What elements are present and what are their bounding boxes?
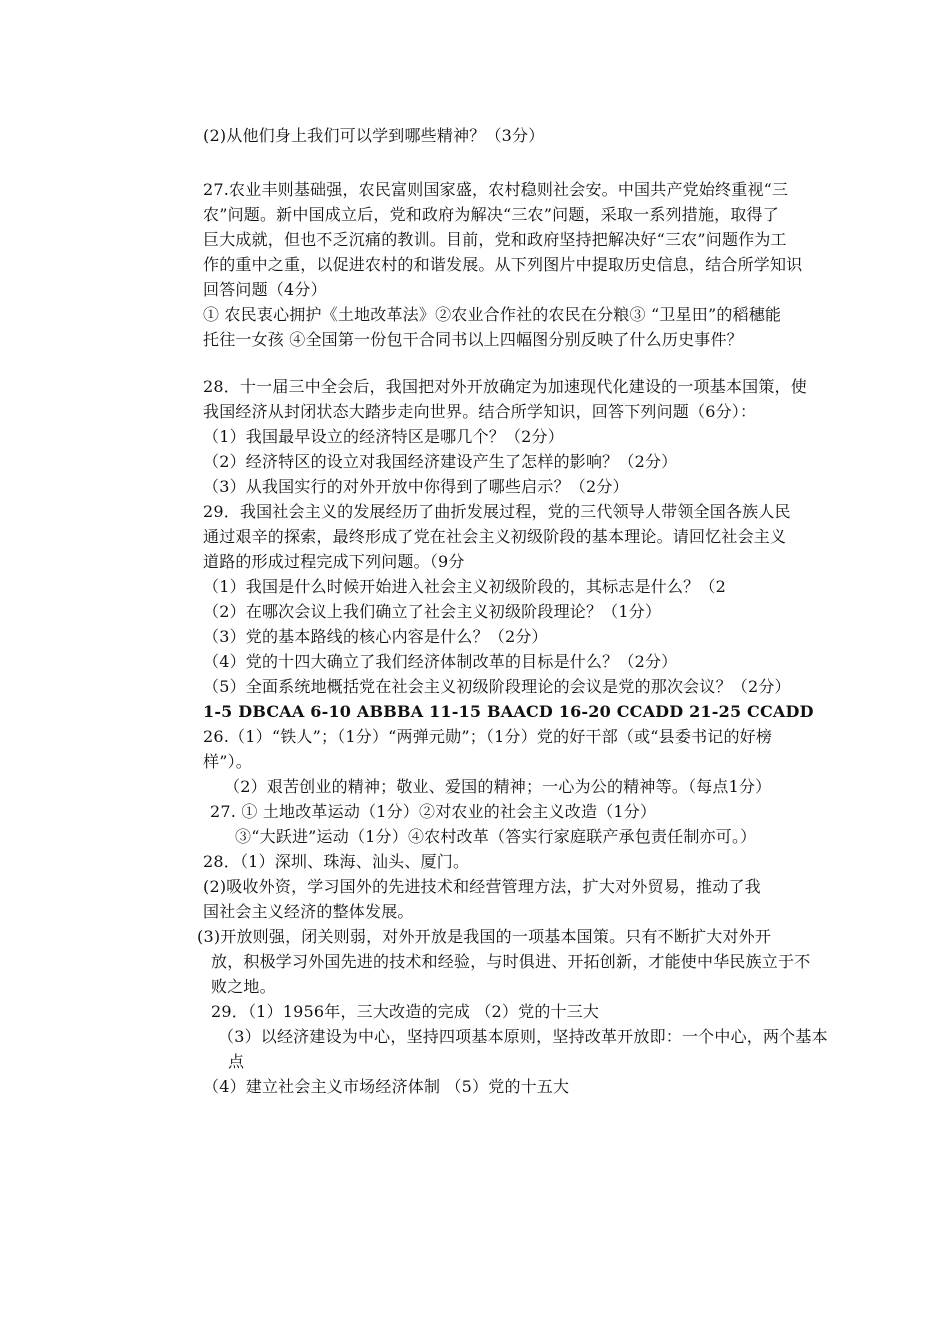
answer-27-line-2: ③“大跃进”运动（1分）④农村改革（答实行家庭联产承包责任制亦可。） (235, 827, 757, 846)
answer-26-line-2: 样”）。 (203, 752, 252, 771)
answer-29-line-4: （4）建立社会主义市场经济体制 （5）党的十五大 (203, 1077, 570, 1096)
answer-29-line-3: 点 (228, 1052, 245, 1071)
q26-part2: (2)从他们身上我们可以学到哪些精神？（3分） (203, 126, 545, 145)
answer-26-line-1: 26.（1）“铁人”；（1分）“两弹元勋”；（1分）党的好干部（或“县委书记的好榜 (203, 727, 773, 746)
q27-line-1: 27.农业丰则基础强，农民富则国家盛，农村稳则社会安。中国共产党始终重视“三 (203, 180, 789, 199)
answer-28-part3-line-1: (3)开放则强，闭关则弱，对外开放是我国的一项基本国策。只有不断扩大对外开 (197, 927, 772, 946)
q29-line-2: 通过艰辛的探索，最终形成了党在社会主义初级阶段的基本理论。请回忆社会主义 (203, 527, 787, 546)
q29-sub-2: （2）在哪次会议上我们确立了社会主义初级阶段理论？（1分） (203, 602, 662, 621)
q28-line-2: 我国经济从封闭状态大踏步走向世界。结合所学知识，回答下列问题（6分）： (203, 402, 757, 421)
q29-sub-4: （4）党的十四大确立了我们经济体制改革的目标是什么？（2分） (203, 652, 678, 671)
q27-line-4: 作的重中之重，以促进农村的和谐发展。从下列图片中提取历史信息，结合所学知识 (203, 255, 803, 274)
answer-28-part2-line-1: (2)吸收外资，学习国外的先进技术和经营管理方法，扩大对外贸易，推动了我 (203, 877, 761, 896)
answer-26-part2: （2）艰苦创业的精神；敬业、爱国的精神；一心为公的精神等。（每点1分） (224, 777, 772, 796)
q27-line-3: 巨大成就，但也不乏沉痛的教训。目前，党和政府坚持把解决好“三农”问题作为工 (203, 230, 787, 249)
q28-sub-2: （2）经济特区的设立对我国经济建设产生了怎样的影响？（2分） (203, 452, 678, 471)
answer-28-part2-line-2: 国社会主义经济的整体发展。 (203, 902, 414, 921)
q29-line-1: 29．我国社会主义的发展经历了曲折发展过程，党的三代领导人带领全国各族人民 (203, 502, 791, 521)
q28-line-1: 28．十一届三中全会后，我国把对外开放确定为加速现代化建设的一项基本国策，使 (203, 377, 807, 396)
q29-line-3: 道路的形成过程完成下列问题。（9分 (203, 552, 465, 571)
q27-line-2: 农”问题。新中国成立后，党和政府为解决“三农”问题，采取一系列措施，取得了 (203, 205, 779, 224)
q27-line-5: 回答问题（4分） (203, 280, 327, 299)
q29-sub-3: （3）党的基本路线的核心内容是什么？（2分） (203, 627, 548, 646)
answer-28-part3-line-2: 放，积极学习外国先进的技术和经验，与时俱进、开拓创新，才能使中华民族立于不 (211, 952, 811, 971)
q29-sub-1: （1）我国是什么时候开始进入社会主义初级阶段的，其标志是什么？（2 (203, 577, 726, 596)
answer-27-line-1: 27. ① 土地改革运动（1分）②对农业的社会主义改造（1分） (210, 802, 657, 821)
q27-line-7: 托往一女孩 ④全国第一份包干合同书以上四幅图分别反映了什么历史事件？ (203, 330, 743, 349)
q27-line-6: ① 农民衷心拥护《土地改革法》②农业合作社的农民在分粮③ “卫星田”的稻穗能 (203, 305, 782, 324)
q29-sub-5: （5）全面系统地概括党在社会主义初级阶段理论的会议是党的那次会议？（2分） (203, 677, 791, 696)
answer-29-line-1: 29．（1）1956年，三大改造的完成 （2）党的十三大 (211, 1002, 600, 1021)
answer-28-part3-line-3: 败之地。 (211, 977, 276, 996)
answer-29-line-2: （3）以经济建设为中心，坚持四项基本原则，坚持改革开放即：一个中心，两个基本 (218, 1027, 828, 1046)
q28-sub-3: （3）从我国实行的对外开放中你得到了哪些启示？（2分） (203, 477, 629, 496)
answer-key-choices: 1-5 DBCAA 6-10 ABBBA 11-15 BAACD 16-20 CCADD 21-25 CCADD (203, 702, 814, 721)
answer-28-part1: 28．（1）深圳、珠海、汕头、厦门。 (203, 852, 470, 871)
q28-sub-1: （1）我国最早设立的经济特区是哪几个？（2分） (203, 427, 564, 446)
